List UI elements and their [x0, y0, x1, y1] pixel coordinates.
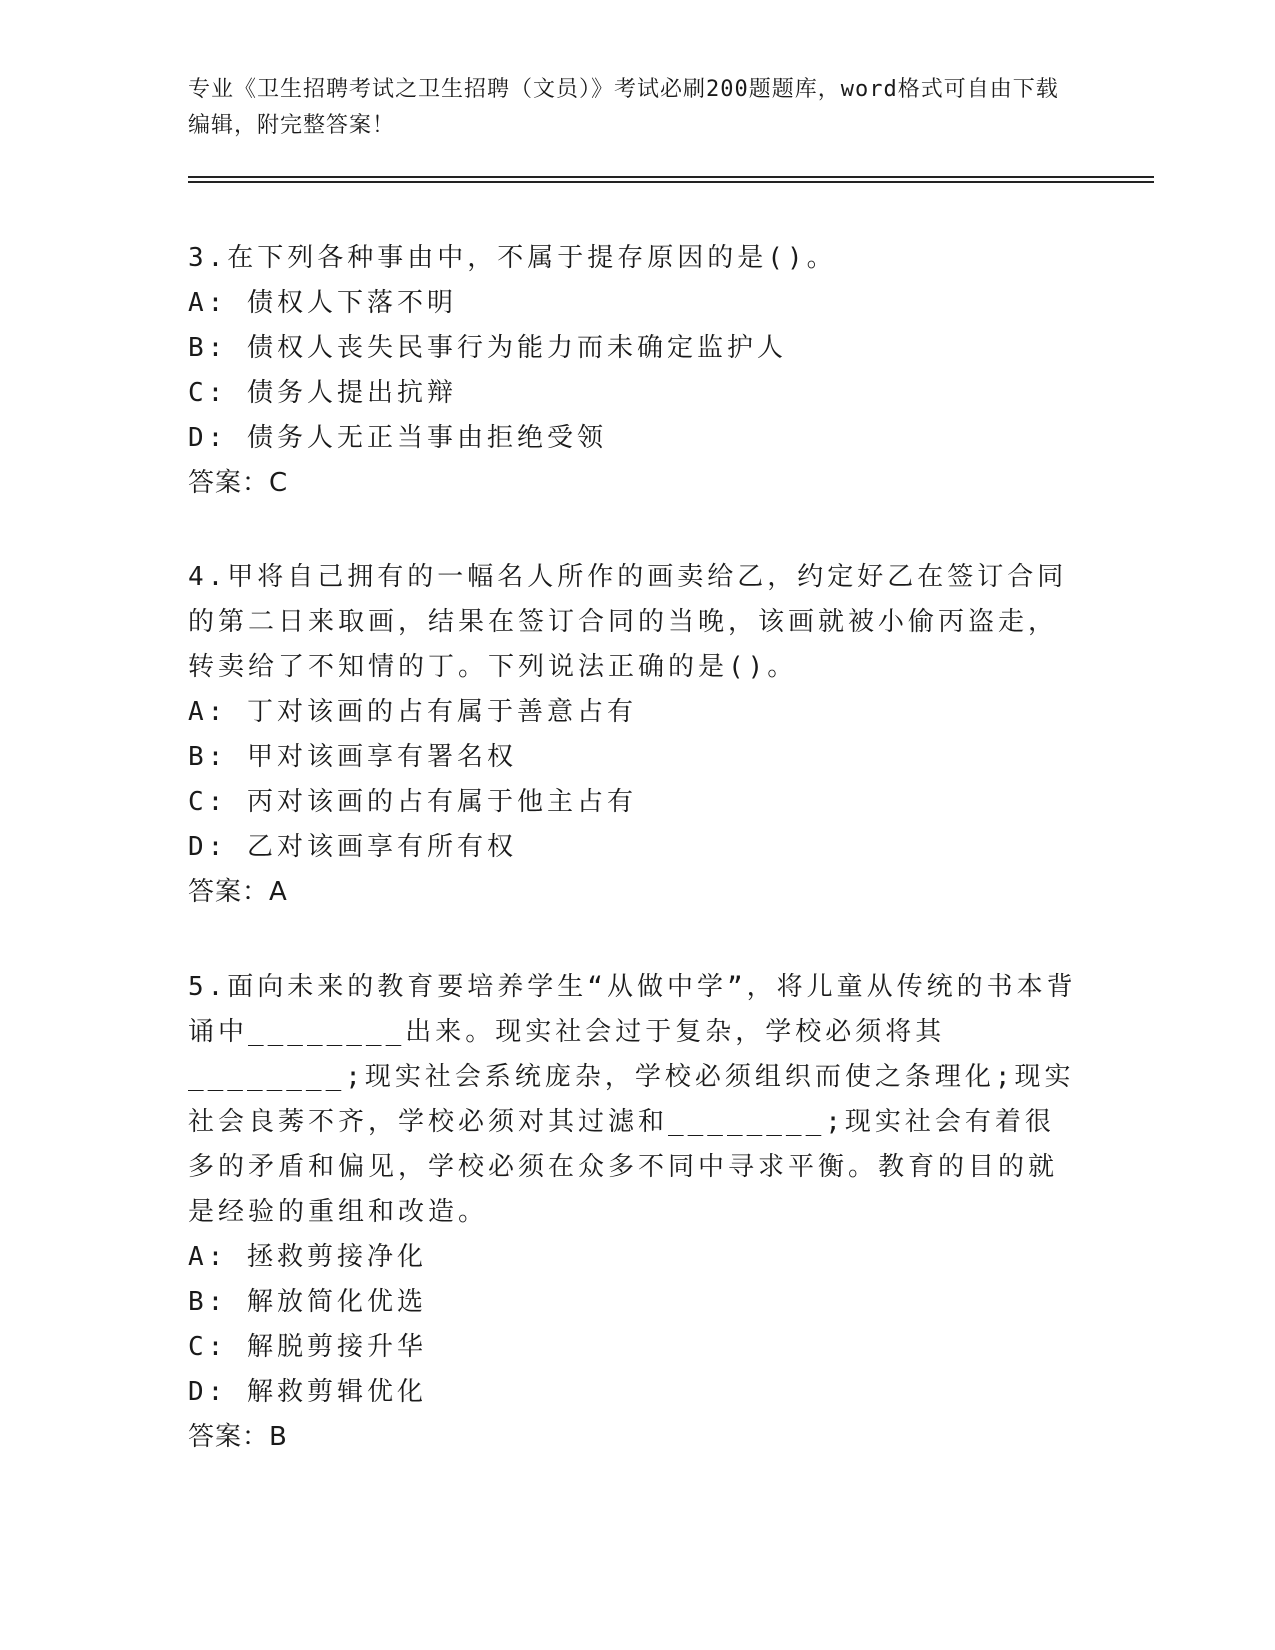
answer: 答案：A [188, 877, 288, 907]
option-d: D: 债务人无正当事由拒绝受领 [188, 423, 607, 453]
document-header: 专业《卫生招聘考试之卫生招聘（文员）》考试必刷200题题库，word格式可自由下载编辑，附完整答案！ [188, 77, 1059, 138]
answer: 答案：B [188, 1422, 288, 1452]
option-c: C: 丙对该画的占有属于他主占有 [188, 787, 637, 817]
option-b: B: 解放简化优选 [188, 1287, 427, 1317]
question-stem: 4.甲将自己拥有的一幅名人所作的画卖给乙，约定好乙在签订合同的第二日来取画，结果在签订合同的当晚，该画就被小偷丙盗走，转卖给了不知情的丁。下列说法正确的是()。 [188, 562, 1068, 682]
question-4 [188, 555, 1078, 915]
option-b: B: 甲对该画享有署名权 [188, 742, 517, 772]
option-a: A: 拯救剪接净化 [188, 1242, 427, 1272]
answer: 答案：C [188, 468, 289, 498]
option-a: A: 丁对该画的占有属于善意占有 [188, 697, 637, 727]
question-stem: 5.面向未来的教育要培养学生“从做中学”，将儿童从传统的书本背诵中________出来。现实社会过于复杂，学校必须将其________;现实社会系统庞杂，学校必须组织而使之条理化;现实社会良莠不齐，学校必须对其过滤和________;现实社会有着很多的矛盾和偏见，学校必须在众多不同中寻求平衡。教育的目的就是经验的重组和改造。 [188, 972, 1077, 1227]
question-3 [188, 236, 1078, 506]
header-divider-top [188, 176, 1154, 178]
option-c: C: 债务人提出抗辩 [188, 378, 457, 408]
option-c: C: 解脱剪接升华 [188, 1332, 427, 1362]
option-d: D: 解救剪辑优化 [188, 1377, 427, 1407]
question-5 [188, 965, 1078, 1460]
option-b: B: 债权人丧失民事行为能力而未确定监护人 [188, 333, 787, 363]
question-stem: 3.在下列各种事由中，不属于提存原因的是()。 [188, 243, 837, 273]
option-d: D: 乙对该画享有所有权 [188, 832, 517, 862]
header-divider-bottom [188, 181, 1154, 183]
option-a: A: 债权人下落不明 [188, 288, 457, 318]
